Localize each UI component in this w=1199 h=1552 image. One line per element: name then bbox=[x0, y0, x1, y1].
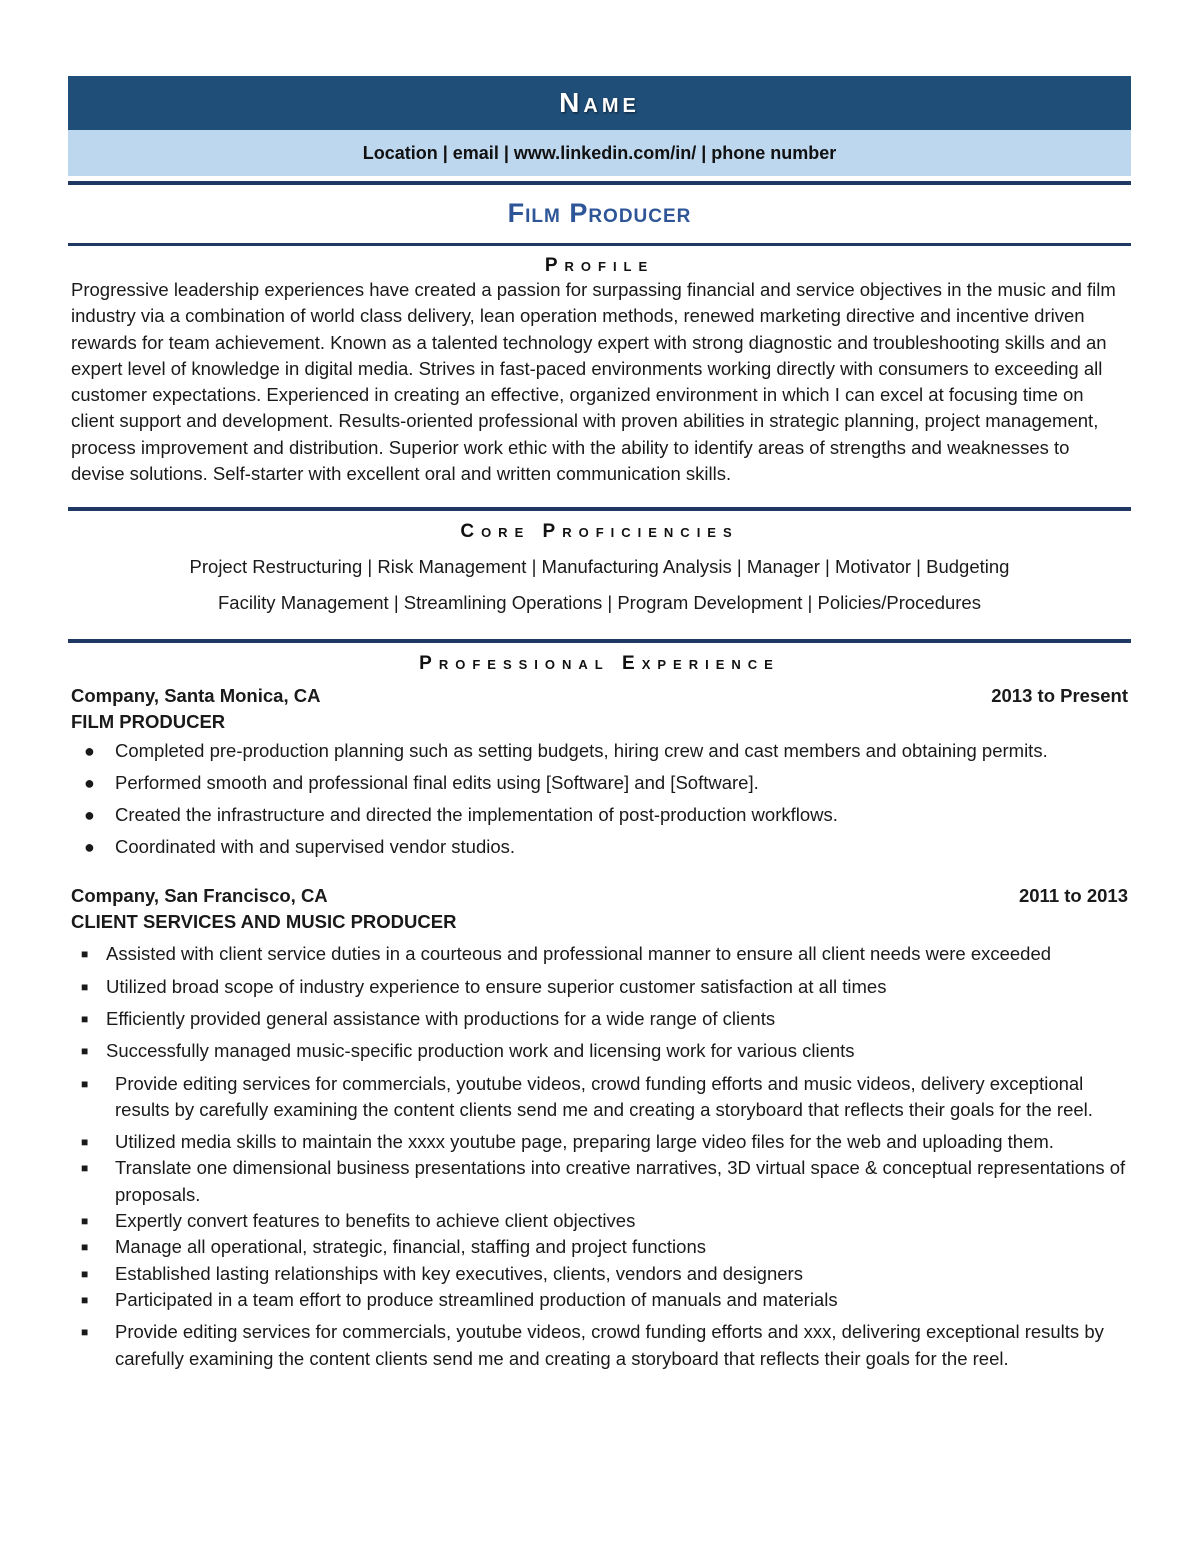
job-title: Film Producer bbox=[507, 198, 692, 228]
contact-info: Location | email | www.linkedin.com/in/ | phone number bbox=[362, 142, 837, 163]
contact-banner bbox=[68, 130, 1131, 176]
job-bullet-list bbox=[68, 735, 1131, 863]
profile-heading: Profile bbox=[544, 255, 655, 276]
divider bbox=[68, 639, 1131, 643]
job-entry bbox=[68, 683, 1131, 863]
list-item: ■ Manage all operational, strategic, financial, staffing and project functions bbox=[68, 1234, 1131, 1260]
bullet-icon: ● bbox=[84, 805, 95, 826]
job-dates: 2011 to 2013 bbox=[1018, 885, 1128, 907]
list-item: ■ Assisted with client service duties in a courteous and professional manner to ensure all client needs were exceeded bbox=[68, 941, 1131, 967]
list-item: ● Performed smooth and professional final edits using [Software] and [Software]. bbox=[68, 767, 1131, 799]
profile-text: Progressive leadership experiences have created a passion for surpassing financial and service objectives in the music and film industry via a combination of world class delivery, lean operation methods, renewed marketing directive and incentive driven rewards for team achievement. Known as a talented technology expert with strong diagnostic and troubleshooting skills and an expert level of knowledge in digital media. Strives in fast-paced environments working directly with consumers to exceeding all customer expectations. Experienced in creating an effective, organized environment in which I can excel at focusing time on client support and development. Results-oriented professional with proven abilities in strategic planning, project management, process improvement and distribution. Superior work ethic with the ability to identify areas of strengths and weaknesses to devise solutions. Self-starter with excellent oral and written communication skills. bbox=[71, 279, 1116, 485]
bullet-icon: ■ bbox=[81, 1240, 89, 1255]
job-dates: 2013 to Present bbox=[991, 685, 1128, 707]
core-proficiencies-line-1: Project Restructuring | Risk Management | Manufacturing Analysis | Manager | Motivator | Budgeting bbox=[189, 556, 1010, 578]
list-item: ■ Participated in a team effort to produce streamlined production of manuals and materials bbox=[68, 1287, 1131, 1313]
list-item: ■ Provide editing services for commercials, youtube videos, crowd funding efforts and xxx, delivering exceptional results by carefully examining the content clients send me and creating a storyboard that reflects their goals for the reel. bbox=[81, 1321, 1104, 1369]
list-item: ■ Successfully managed music-specific production work and licensing work for various clients bbox=[68, 1038, 1131, 1064]
bullet-icon: ■ bbox=[81, 1266, 89, 1281]
list-item: ■ Provide editing services for commercials, youtube videos, crowd funding efforts and music videos, delivery exceptional results by carefully examining the content clients send me and creating a storyboard that reflects their goals for the reel. bbox=[81, 1072, 1093, 1120]
name-banner bbox=[68, 76, 1131, 130]
bullet-icon: ■ bbox=[81, 947, 89, 962]
job-role: FILM PRODUCER bbox=[71, 711, 226, 733]
divider bbox=[68, 507, 1131, 511]
company-name: Company, Santa Monica, CA bbox=[71, 685, 321, 707]
job-entry bbox=[68, 883, 1131, 1371]
bullet-icon: ■ bbox=[81, 1011, 89, 1026]
list-item: ■ Utilized media skills to maintain the xxxx youtube page, preparing large video files for the web and uploading them. bbox=[68, 1129, 1131, 1155]
experience-heading: Professional Experience bbox=[419, 653, 780, 675]
bullet-icon: ■ bbox=[81, 1292, 89, 1307]
list-item: ■ Expertly convert features to benefits to achieve client objectives bbox=[68, 1208, 1131, 1234]
core-proficiencies-heading: Core Proficiencies bbox=[460, 521, 739, 543]
job-role: CLIENT SERVICES AND MUSIC PRODUCER bbox=[71, 911, 457, 933]
bullet-icon: ■ bbox=[81, 979, 89, 994]
list-item: ■ Translate one dimensional business presentations into creative narratives, 3D virtual space & conceptual representations of proposals. bbox=[81, 1157, 1126, 1205]
company-name: Company, San Francisco, CA bbox=[71, 885, 328, 907]
bullet-icon: ■ bbox=[81, 1161, 89, 1176]
job-header bbox=[68, 883, 1131, 909]
candidate-name: Name bbox=[559, 87, 640, 118]
bullet-icon: ■ bbox=[81, 1325, 89, 1340]
core-proficiencies-line-2: Facility Management | Streamlining Operations | Program Development | Policies/Procedures bbox=[218, 592, 981, 614]
list-item: ■ Utilized broad scope of industry experience to ensure superior customer satisfaction at all times bbox=[68, 974, 1131, 1000]
resume-page bbox=[68, 76, 1131, 1372]
bullet-icon: ■ bbox=[81, 1135, 89, 1150]
list-item: ■ Established lasting relationships with key executives, clients, vendors and designers bbox=[68, 1261, 1131, 1287]
bullet-icon: ● bbox=[84, 741, 95, 762]
job-bullet-list bbox=[68, 941, 1131, 1371]
list-item: ■ Efficiently provided general assistance with productions for a wide range of clients bbox=[68, 1006, 1131, 1032]
bullet-icon: ■ bbox=[81, 1214, 89, 1229]
job-header bbox=[68, 683, 1131, 709]
list-item: ● Created the infrastructure and directed the implementation of post-production workflows. bbox=[68, 799, 1131, 831]
bullet-icon: ● bbox=[84, 773, 95, 794]
list-item: ● Coordinated with and supervised vendor studios. bbox=[68, 831, 1131, 863]
bullet-icon: ● bbox=[84, 837, 95, 858]
bullet-icon: ■ bbox=[81, 1076, 89, 1091]
divider bbox=[68, 243, 1131, 246]
bullet-icon: ■ bbox=[81, 1044, 89, 1059]
list-item: ● Completed pre-production planning such as setting budgets, hiring crew and cast members and obtaining permits. bbox=[68, 735, 1131, 767]
